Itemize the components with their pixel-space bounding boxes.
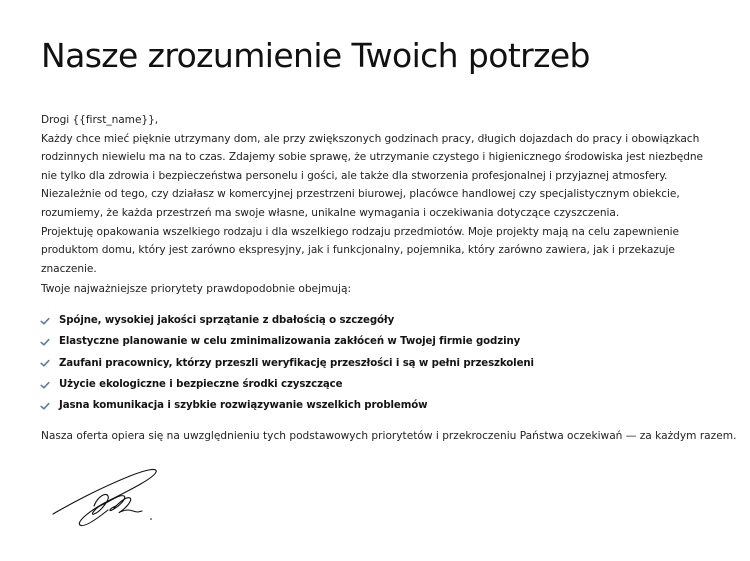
closing-statement: Nasza oferta opiera się na uwzględnieniu tych podstawowych priorytetów i przekroczeniu Państwa oczekiwań — za każdym razem. (41, 430, 737, 442)
priority-label: Spójne, wysokiej jakości sprzątanie z dbałością o szczegóły (59, 315, 395, 327)
priority-label: Zaufani pracownicy, którzy przeszli weryfikację przeszłości i są w pełni przeszkoleni (59, 357, 534, 369)
check-icon (40, 337, 50, 347)
greeting: Drogi {{first_name}}, (41, 114, 159, 126)
paragraph-1: Każdy chce mieć pięknie utrzymany dom, ale przy zwiększonych godzinach pracy, długich dojazdach do pracy i obowiązkach rodzinnych niewielu ma na to czas. Zdajemy sobie sprawę, że utrzymanie czystego i higienicznego środowiska jest niezbędne nie tylko dla zdrowia i bezpieczeństwa personelu i gości, ale także dla stworzenia profesjonalnej i przyjaznej atmosfery. Niezależnie od tego, czy działasz w komercyjnej przestrzeni biurowej, placówce handlowej czy specjalistycznym obiekcie, rozumiemy, że każda przestrzeń ma swoje własne, unikalne wymagania i oczekiwania dotyczące czyszczenia. (41, 132, 704, 219)
signature-dot (150, 518, 152, 520)
check-icon (40, 380, 50, 390)
check-icon (40, 316, 50, 326)
paragraph-2: Projektuję opakowania wszelkiego rodzaju i dla wszelkiego rodzaju przedmiotów. Moje projekty mają na celu zapewnienie produktom domu, który jest zarówno ekspresyjny, jak i funkcjonalny, pojemnika, który zarówno zawiera, jak i przekazuje znaczenie. (41, 225, 679, 275)
letter-body (41, 111, 711, 278)
priority-item (41, 331, 534, 352)
priorities-intro: Twoje najważniejsze priorytety prawdopodobnie obejmują: (41, 283, 352, 295)
priority-label: Jasna komunikacja i szybkie rozwiązywanie wszelkich problemów (59, 400, 428, 412)
priorities-list (41, 310, 534, 416)
priority-label: Użycie ekologiczne i bezpieczne środki czyszczące (59, 379, 343, 391)
priority-item (41, 374, 534, 395)
signature-icon (50, 466, 162, 530)
priority-item (41, 395, 534, 416)
priority-item (41, 310, 534, 331)
check-icon (40, 401, 50, 411)
check-icon (40, 358, 50, 368)
priority-item (41, 353, 534, 374)
priority-label: Elastyczne planowanie w celu zminimalizowania zakłóceń w Twojej firmie godziny (59, 336, 521, 348)
page-title: Nasze zrozumienie Twoich potrzeb (41, 36, 590, 75)
